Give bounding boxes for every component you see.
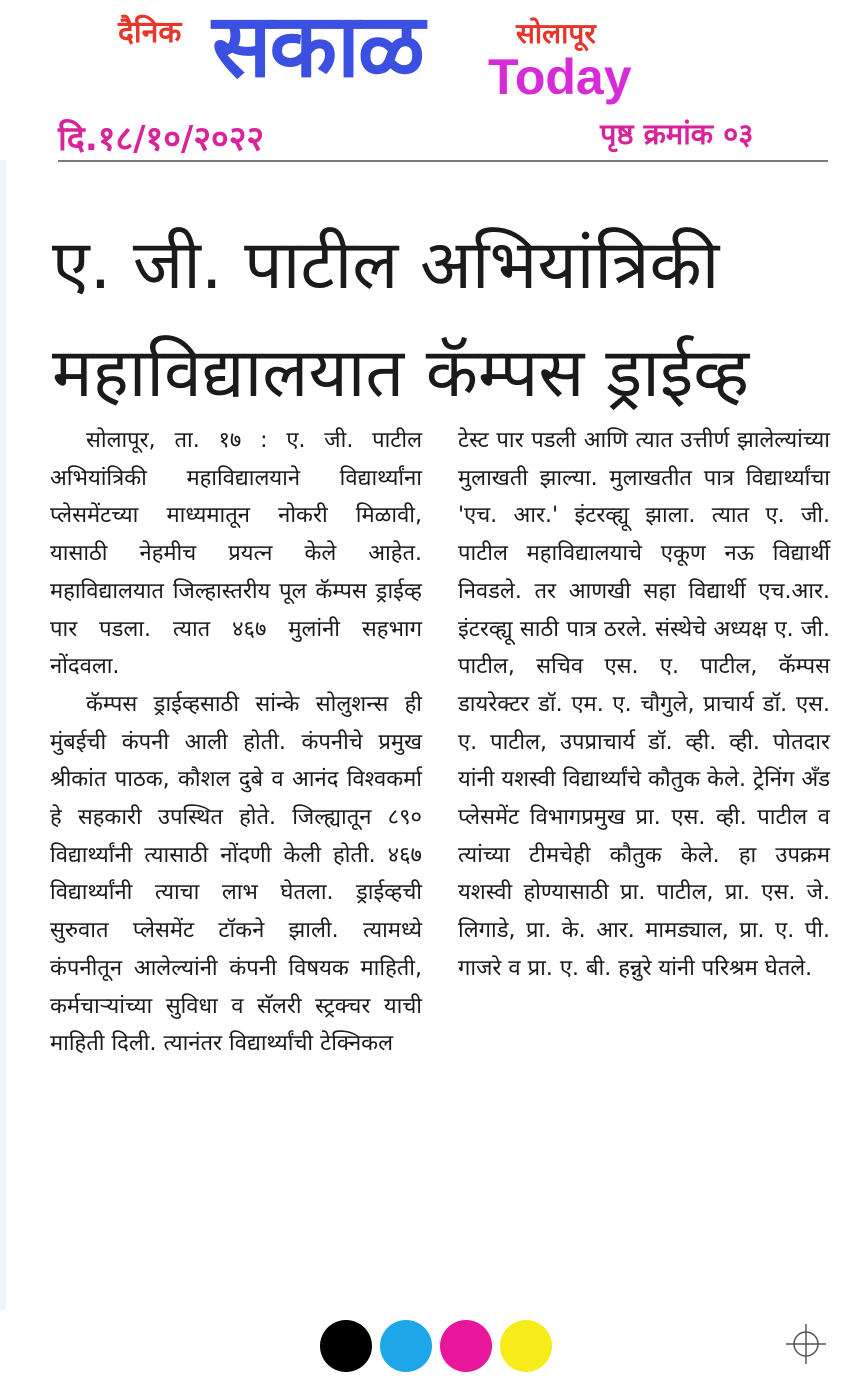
article-paragraph: टेस्ट पार पडली आणि त्यात उत्तीर्ण झालेल्यांच्या मुलाखती झाल्या. मुलाखतीत पात्र विद्यार्थ्यांचा 'एच. आर.' इंटरव्ह्यू झाला. त्यात ए. जी. पाटील महाविद्यालयाचे एकूण नऊ विद्यार्थी निवडले. तर आणखी सहा विद्यार्थी एच.आर. इंटरव्ह्यू साठी पात्र ठरले. संस्थेचे अध्यक्ष ए. जी. पाटील, सचिव एस. ए. पाटील, कॅम्पस डायरेक्टर डॉ. एम. ए. चौगुले, प्राचार्य डॉ. एस. ए. पाटील, उपप्राचार्य डॉ. व्ही. व्ही. पोतदार यांनी यशस्वी विद्यार्थ्यांचे कौतुक केले. ट्रेनिंग अँड प्लेसमेंट विभागप्रमुख प्रा. एस. व्ही. पाटील व त्यांच्या टीमचेही कौतुक केले. हा उपक्रम यशस्वी होण्यासाठी प्रा. पाटील, प्रा. एस. जे. लिगाडे, प्रा. के. आर. मामड्याल, प्रा. ए. पी. गाजरे व प्रा. ए. बी. हन्नुरे यांनी परिश्रम घेतले. (458, 428, 830, 981)
masthead-city: सोलापूर (516, 17, 596, 50)
masthead-today: Today (488, 49, 632, 105)
headline-line-2: महाविद्यालयात कॅम्पस ड्राईव्ह (52, 334, 750, 413)
registration-mark-yellow (500, 1320, 552, 1372)
masthead-dainik: दैनिक (118, 15, 182, 50)
registration-mark-black (320, 1320, 372, 1372)
crosshair-icon (784, 1322, 828, 1366)
article-column-left (50, 422, 422, 1063)
masthead-divider (58, 160, 828, 162)
page-number: पृष्ठ क्रमांक ०३ (600, 117, 754, 151)
article-column-right (458, 422, 830, 988)
article-headline (52, 212, 842, 428)
issue-date: दि.१८/१०/२०२२ (58, 119, 265, 159)
headline-line-1: ए. जी. पाटील अभियांत्रिकी (52, 226, 720, 305)
article-paragraph: कॅम्पस ड्राईव्हसाठी सांन्के सोलुशन्स ही मुंबईची कंपनी आली होती. कंपनीचे प्रमुख श्रीकांत पाठक, कौशल दुबे व आनंद विश्‍वकर्मा हे सहकारी उपस्थित होते. जिल्ह्यातून ८९० विद्यार्थ्यांनी त्यासाठी नोंदणी केली होती. ४६७ विद्यार्थ्यांनी त्याचा लाभ घेतला. ड्राईव्हची सुरुवात प्लेसमेंट टॉकने झाली. त्यामध्ये कंपनीतून आलेल्यांनी कंपनी विषयक माहिती, कर्मचाऱ्यांच्या सुविधा व सॅलरी स्ट्रक्चर याची माहिती दिली. त्यानंतर विद्यार्थ्यांची टेक्निकल (50, 691, 422, 1057)
registration-mark-cyan (380, 1320, 432, 1372)
masthead (0, 0, 853, 170)
masthead-brand-logo: सकाळ (212, 0, 423, 97)
article-paragraph: सोलापूर, ता. १७ : ए. जी. पाटील अभियांत्रिकी महाविद्यालयाने विद्यार्थ्यांना प्लेसमेंटच्या माध्यमातून नोकरी मिळावी, यासाठी नेहमीच प्रयत्न केले आहेत. महाविद्यालयात जिल्हास्तरीय पूल कॅम्पस ड्राईव्ह पार पडला. त्यात ४६७ मुलांनी सहभाग नोंदवला. (50, 428, 422, 680)
registration-mark-magenta (440, 1320, 492, 1372)
page-edge-shadow (0, 160, 6, 1310)
